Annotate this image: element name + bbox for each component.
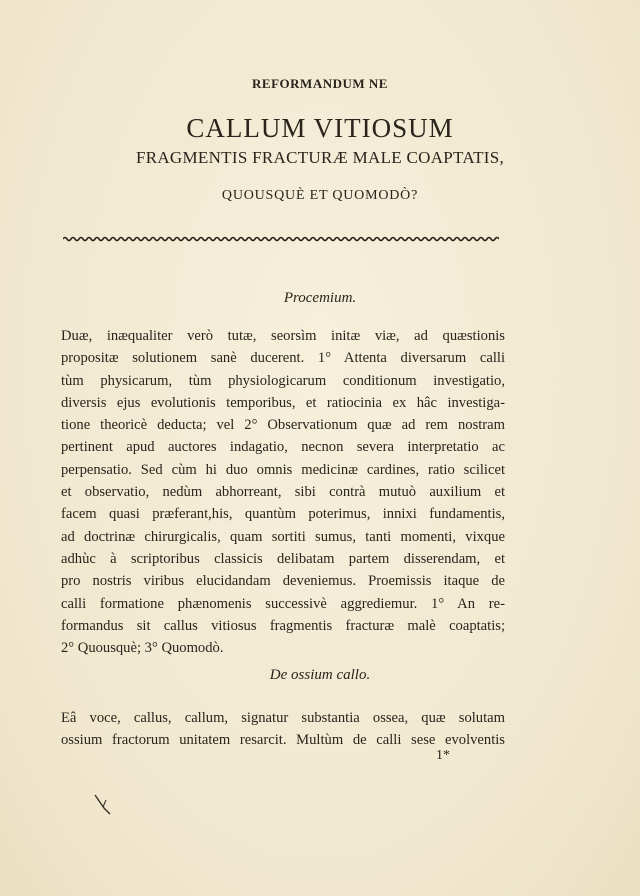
text-line: pro nostris viribus elucidandam deveniemus. Proemissis itaque de (61, 573, 505, 590)
header-question: QUOUSQUÈ ET QUOMODÒ? (221, 188, 419, 203)
text-line: adhùc à scriptoribus classicis delibatam partem disserendam, et (61, 550, 505, 567)
text-line: diversis ejus evolutionis temporibus, et ratiocinia ex hâc investiga- (61, 394, 505, 411)
text-line: ad doctrinæ chirurgicalis, quam sortiti sumus, tanti momenti, vixque (61, 528, 505, 545)
text-line: propositæ solutionem sanè ducerent. 1° Attenta diversarum calli (61, 350, 505, 367)
header-subtitle: FRAGMENTIS FRACTURÆ MALE COAPTATIS, (135, 148, 505, 167)
text-line: 2° Quousquè; 3° Quomodò. (61, 640, 224, 657)
section-title-de-ossium-callo: De ossium callo. (269, 667, 371, 683)
text-line: formandus sit callus vitiosus fragmentis fracturæ malè coaptatis; (61, 617, 505, 634)
text-line: perpensatio. Sed cùm hi duo omnis medicinæ cardines, ratio scilicet (61, 461, 505, 478)
header-title: CALLUM VITIOSUM (186, 113, 454, 143)
text-line: tùm physicarum, tùm physiologicarum conditionum investigatio, (61, 372, 505, 389)
text-line: calli formatione phænomenis successivè aggrediemur. 1° An re- (61, 595, 505, 612)
section-title-procemium: Procemium. (283, 290, 357, 306)
text-line: tione theoricè deducta; vel 2° Observationum quæ ad rem nostram (61, 417, 505, 434)
paragraph-procemium (61, 325, 505, 659)
ornamental-rule (63, 236, 499, 242)
text-line: facem quasi præferant,his, quantùm poterimus, innixi fundamentis, (61, 506, 505, 523)
text-line: Eâ voce, callus, callum, signatur substantia ossea, quæ solutam (61, 710, 505, 726)
paragraph-de-ossium-callo (61, 707, 505, 752)
signature-mark: 1* (436, 748, 450, 763)
text-line: pertinent apud auctores indagatio, necnon severa interpretatio ac (61, 439, 505, 456)
text-line: Duæ, inæqualiter verò tutæ, seorsìm initæ viæ, ad quæstionis (61, 328, 505, 344)
text-line: et observatio, nedùm abhorreant, sibi contrà mutuò auxilium et (61, 484, 505, 501)
stray-ink-mark (92, 792, 114, 816)
text-line: ossium fractorum unitatem resarcit. Multùm de calli sese evolventis (61, 732, 505, 749)
header-line-1: REFORMANDUM NE (252, 76, 388, 91)
